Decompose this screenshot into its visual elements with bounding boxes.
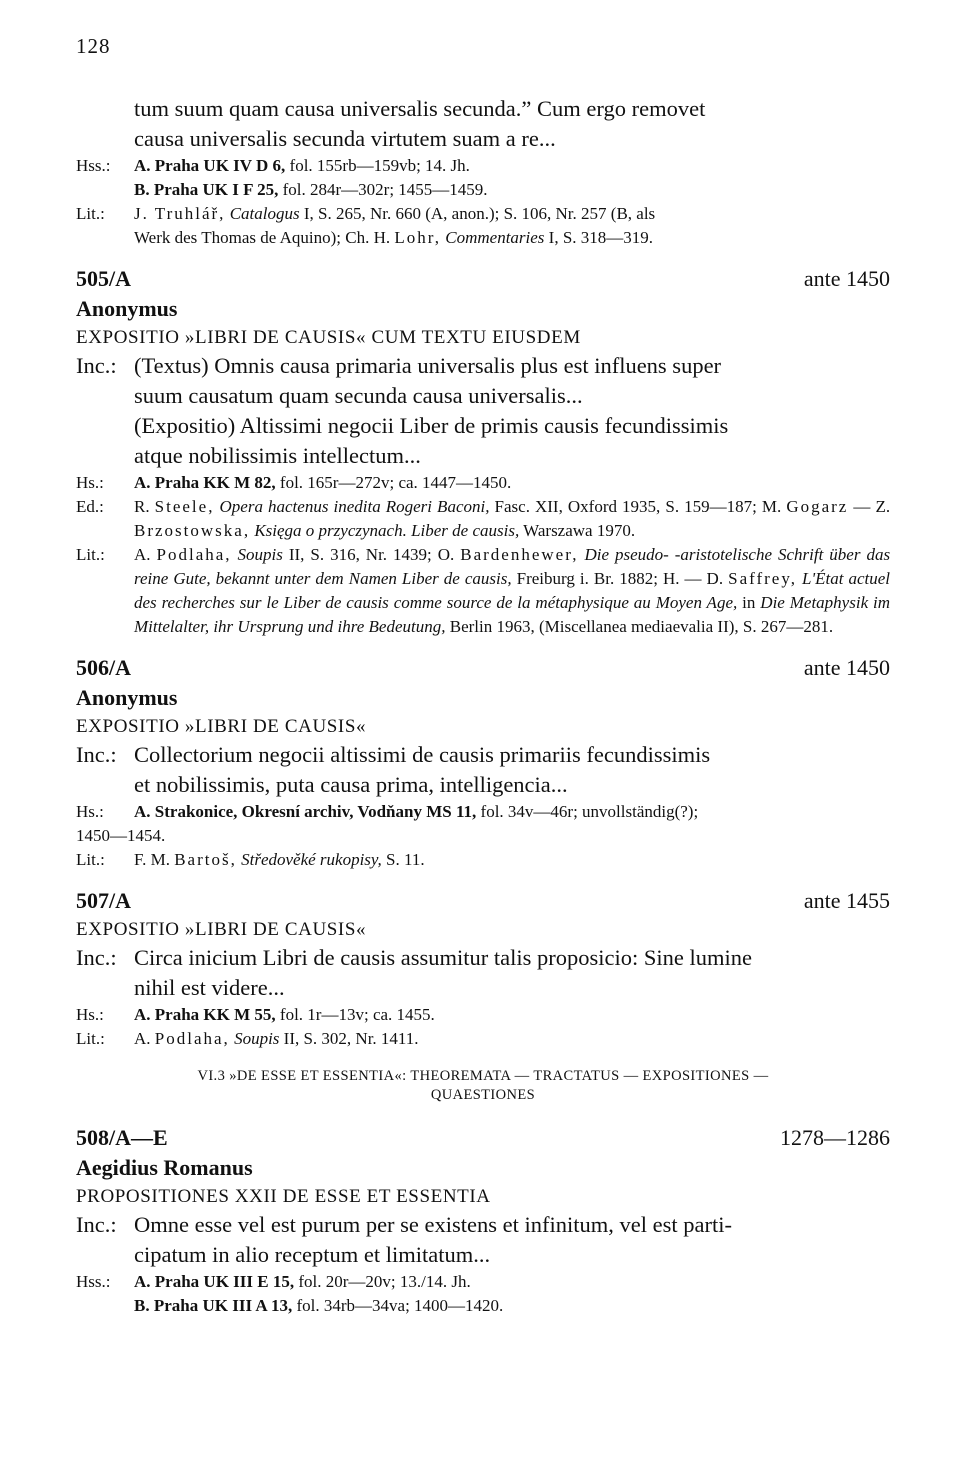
manuscripts-line [76,800,890,824]
work-title: Soupis [237,545,283,564]
inc-label: Inc.: [76,353,117,378]
editions-text: R. Steele, Opera hactenus inedita Rogeri Baconi, Fasc. XII, Oxford 1935, S. 159—187; M. Gogarz — Z. Brzostowska, Księga o przyczynach. Liber de causis, Warszawa 1970. [134,497,891,540]
work-title: de causis, [452,521,520,540]
incipit-line: (Textus) Omnis causa primaria universalis plus est influens super [134,353,722,378]
lit-label: Lit.: [76,545,105,564]
shelfmark-prefix: A. [134,156,151,175]
manuscripts-line [76,1003,890,1027]
folio-info: fol. 34v—46r; unvollständig(?); [480,802,699,821]
catalog-entry [76,886,890,1051]
incipit-line: Circa inicium Libri de causis assumitur talis proposicio: Sine lumine [134,945,753,970]
entry-header [76,886,890,916]
author-name: Steele, [154,497,215,516]
author-name: Podlaha, [154,1029,230,1048]
shelfmark: Praha UK IV D 6, [154,156,286,175]
entry-title: EXPOSITIO »LIBRI DE CAUSIS« [76,919,367,940]
entry-title: EXPOSITIO »LIBRI DE CAUSIS« CUM TEXTU EIUSDEM [76,327,581,348]
entry-header [76,653,890,683]
intro-text-line: tum suum quam causa universalis secunda.” Cum ergo removet [134,96,706,121]
entry-title: EXPOSITIO »LIBRI DE CAUSIS« [76,716,367,737]
entry-header [76,1123,890,1153]
lit-label: Lit.: [76,1029,105,1048]
hss-label: Hss.: [76,156,111,175]
work-title: Opera hactenus inedita Rogeri Baconi, [219,497,490,516]
literature-line: Lit.: A. Podlaha, Soupis II, S. 302, Nr. 1411. [76,1027,890,1051]
entry-id: 506/A [76,655,131,680]
work-title: Středověké rukopisy, [241,850,382,869]
reference-text: Werk des Thomas de Aquino); Ch. H. [134,228,391,247]
entry-id: 507/A [76,888,131,913]
manuscripts-line [76,1294,890,1318]
incipit-line: (Expositio) Altissimi negocii Liber de primis causis fecundissimis [134,413,729,438]
work-title: causis, [464,569,512,588]
entry-author: Aegidius Romanus [76,1155,253,1180]
incipit [76,740,890,800]
hs-label: Hs.: [76,473,104,492]
incipit-line: Omne esse vel est purum per se existens et infinitum, vel est parti- [134,1212,732,1237]
literature-line [76,226,890,250]
shelfmark: Praha KK M 82, [154,473,276,492]
shelfmark: Praha UK I F 25, [153,180,279,199]
incipit-line: et nobilissimis, puta causa prima, intelligencia... [134,772,568,797]
work-title: Die pseudo- [584,545,669,564]
literature [76,543,890,639]
work-title: sur le Liber de causis comme source de la métaphysique au Moyen Age, [239,593,738,612]
work-title: -aristotelische Schrift über das reine Gute, bekannt unter dem Namen Liber de [134,545,891,588]
entry-date: ante 1455 [803,888,890,913]
work-title: Catalogus [229,204,300,223]
entry-header [76,264,890,294]
hs-label: Hs.: [76,1005,104,1024]
shelfmark-prefix: B. [134,1296,150,1315]
entry-date: 1278—1286 [780,1125,890,1150]
folio-info: fol. 20r—20v; 13./14. Jh. [298,1272,471,1291]
lit-label: Lit.: [76,204,105,223]
entry-id: 508/A—E [76,1125,168,1150]
section-heading-line: VI.3 »DE ESSE ET ESSENTIA«: THEOREMATA — TRACTATUS — EXPOSITIONES — [197,1068,769,1084]
work-title: Commentaries [445,228,545,247]
folio-info: 1450—1454. [76,826,166,845]
manuscripts-line [76,471,890,495]
literature-line [76,202,890,226]
author-name: Bartoš, [174,850,237,869]
incipit-line: Collectorium negocii altissimi de causis primariis fecundissimis [134,742,711,767]
entry-author: Anonymus [76,685,178,710]
manuscripts-line [76,178,890,202]
shelfmark-prefix: A. [134,802,151,821]
incipit [76,351,890,471]
intro-text-line: causa universalis secunda virtutem suam a re... [134,126,556,151]
shelfmark-prefix: B. [134,180,150,199]
page-number: 128 [76,34,111,58]
section-heading [76,1067,890,1105]
author-name: Gogarz [786,497,849,516]
work-title: Księga o przyczynach. Liber [254,521,448,540]
lit-label: Lit.: [76,850,105,869]
shelfmark-prefix: A. [134,1005,151,1024]
incipit-line: atque nobilissimis intellectum... [134,443,421,468]
entry-title: PROPOSITIONES XXII DE ESSE ET ESSENTIA [76,1186,491,1207]
manuscripts-line [76,1270,890,1294]
inc-label: Inc.: [76,945,117,970]
manuscripts-line [76,824,890,848]
section-heading-line: QUAESTIONES [430,1087,536,1103]
inc-label: Inc.: [76,1212,117,1237]
work-title: Die [760,593,785,612]
shelfmark-prefix: A. [134,1272,151,1291]
folio-info: fol. 34rb—34va; 1400—1420. [296,1296,504,1315]
editions [76,495,890,543]
shelfmark: Praha UK III E 15, [154,1272,295,1291]
literature-text: A. Podlaha, Soupis II, S. 316, Nr. 1439; O. Bardenhewer, Die pseudo- -aristotelische Schrift über das reine Gute, bekannt unter dem Namen Liber de causis, Freiburg i. Br. 1882; H. — D. Saffrey, L'État actuel des recherches sur le Liber de causis comme source de la métaphysique au Moyen Age, in Die Metaphysik im Mittelalter, ihr Ursprung und ihre Bedeutung, Berlin 1963, (Miscellanea mediaevalia II), S. 267—281. [134,545,891,636]
author-name: Brzostowska, [134,521,251,540]
shelfmark: Praha UK III A 13, [153,1296,293,1315]
inc-label: Inc.: [76,742,117,767]
work-title: L'État actuel des recherches [134,569,891,612]
author-name: Podlaha, [156,545,232,564]
hss-label: Hss.: [76,1272,111,1291]
entry-author: Anonymus [76,296,178,321]
ed-label: Ed.: [76,497,104,516]
shelfmark: Strakonice, Okresní archiv, Vodňany MS 11, [154,802,477,821]
author-name: J. Truhlář, [134,204,226,223]
shelfmark-prefix: A. [134,473,151,492]
author-name: Lohr, [394,228,441,247]
incipit-line: nihil est videre... [134,975,285,1000]
entry-date: ante 1450 [803,655,890,680]
folio-info: fol. 1r—13v; ca. 1455. [279,1005,435,1024]
page-content [76,94,890,1318]
catalog-entry [76,264,890,639]
reference-text: I, S. 318—319. [548,228,654,247]
work-title: Soupis [234,1029,280,1048]
folio-info: fol. 284r—302r; 1455—1459. [282,180,488,199]
incipit-line: cipatum in alio receptum et limitatum... [134,1242,491,1267]
shelfmark: Praha KK M 55, [154,1005,276,1024]
manuscripts-line [76,154,890,178]
work-title: Metaphysik im Mittelalter, ihr Ursprung und ihre Bedeutung, [134,593,891,636]
entry-id: 505/A [76,266,131,291]
hs-label: Hs.: [76,802,104,821]
author-name: Saffrey, [728,569,797,588]
literature-line: Lit.: F. M. Bartoš, Středověké rukopisy, S. 11. [76,848,890,872]
incipit [76,943,890,1003]
folio-info: fol. 155rb—159vb; 14. Jh. [289,156,470,175]
catalog-entry [76,653,890,872]
catalog-entry [76,1123,890,1318]
incipit [76,1210,890,1270]
author-name: Bardenhewer, [460,545,579,564]
folio-info: fol. 165r—272v; ca. 1447—1450. [279,473,512,492]
intro-block [76,94,890,250]
incipit-line: suum causatum quam secunda causa universalis... [134,383,583,408]
entry-date: ante 1450 [803,266,890,291]
reference-text: I, S. 265, Nr. 660 (A, anon.); S. 106, Nr. 257 (B, als [303,204,656,223]
